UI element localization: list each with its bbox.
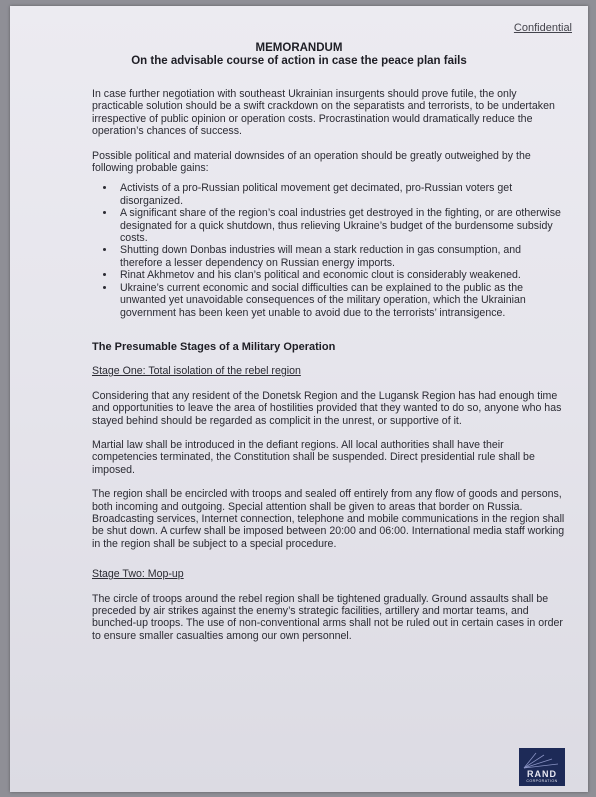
- confidential-label: Confidential: [513, 22, 572, 34]
- stage-two-paragraph: The circle of troops around the rebel region shall be tightened gradually. Ground assaults shall be preceded by air strikes against the enemy’s strategic facilities, artillery and mortar teams, and bunched-up troops. The use of non-conventional arms shall not be ruled out in certain cases in order to ensure smaller casualties among our own personnel.: [92, 592, 563, 642]
- stage-two-title: Stage Two: Mop-up: [92, 568, 184, 581]
- memo-label: MEMORANDUM: [255, 42, 343, 54]
- memo-page: [10, 6, 588, 792]
- gain-item: • Rinat Akhmetov and his clan’s political and economic clout is considerably weakened.: [116, 269, 566, 281]
- stage-one-title: Stage One: Total isolation of the rebel region: [92, 365, 301, 378]
- gains-list: [92, 182, 566, 318]
- stage-one-paragraph: Martial law shall be introduced in the defiant regions. All local authorities shall have their competencies terminated, the Constitution shall be suspended. Direct presidential rule shall be imposed.: [92, 438, 535, 476]
- gain-item: • A significant share of the region’s coal industries get destroyed in the fighting, or are otherwise designated for a quick shutdown, thus relieving Ukraine’s budget of the burdensome subsidy costs.: [116, 207, 566, 244]
- memo-subject: On the advisable course of action in case the peace plan fails: [131, 55, 467, 67]
- stage-one-paragraph: The region shall be encircled with troops and sealed off entirely from any flow of goods and persons, both incoming and outgoing. Special attention shall be given to areas that border on Russia. Broadcasting services, Internet connection, telephone and mobile communications in the region shall be shut down. A curfew shall be imposed between 20:00 and 06:00. International media staff working in the region shall be subject to a special procedure.: [92, 488, 565, 550]
- rand-rays-icon: [522, 751, 562, 769]
- section-heading: The Presumable Stages of a Military Operation: [92, 340, 336, 353]
- rand-logo-subtext: CORPORATION: [526, 779, 558, 783]
- gain-item: • Ukraine’s current economic and social difficulties can be explained to the public as the unwanted yet unavoidable consequences of the military operation, which the Ukrainian government has been keen yet unable to avoid due to the terrorists’ intransigence.: [116, 282, 566, 319]
- intro-paragraph: In case further negotiation with southeast Ukrainian insurgents should prove futile, the only practicable solution should be a swift crackdown on the separatists and terrorists, to be undertaken irrespective of public opinion or operation costs. Procrastination would dramatically reduce the operation’s chances of success.: [92, 88, 555, 138]
- gain-item: • Activists of a pro-Russian political movement get decimated, pro-Russian voters get disorganized.: [116, 182, 566, 207]
- gain-item: • Shutting down Donbas industries will mean a stark reduction in gas consumption, and therefore a lesser dependency on Russian energy imports.: [116, 244, 566, 269]
- rand-logo-text: RAND: [527, 769, 557, 779]
- memo-title-block: [10, 42, 588, 68]
- downsides-paragraph: Possible political and material downsides of an operation should be greatly outweighed by the following probable gains:: [92, 149, 531, 175]
- stage-one-paragraph: Considering that any resident of the Donetsk Region and the Lugansk Region has had enough time and opportunities to leave the area of hostilities provided that they wanted to do so, anyone who has stayed behind should be regarded as complicit in the unrest, or supportive of it.: [92, 389, 562, 427]
- rand-logo: [519, 748, 565, 786]
- memo-body: [92, 88, 566, 654]
